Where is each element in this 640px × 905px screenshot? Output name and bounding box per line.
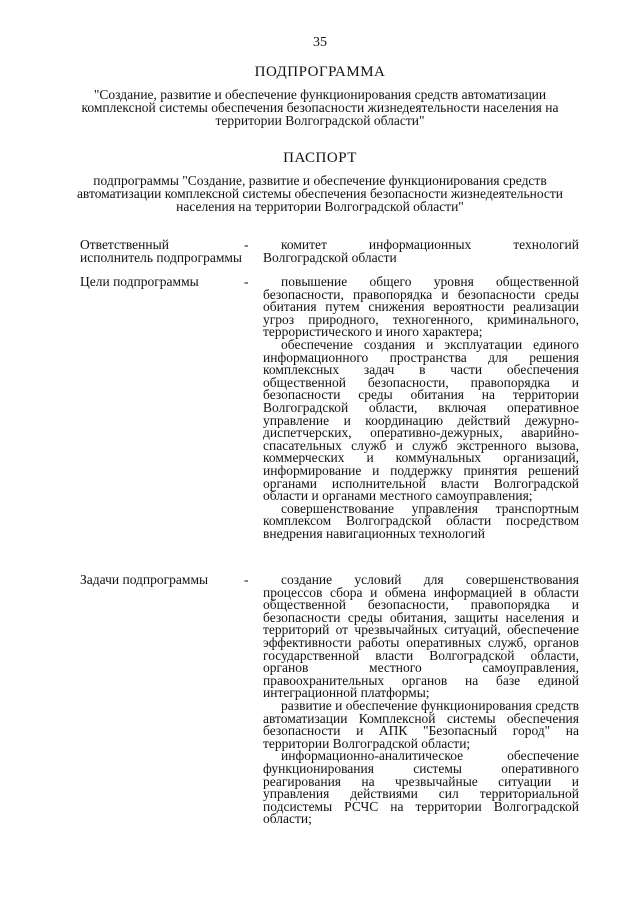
- row-paragraph: обеспечение создания и эксплуатации единого информационного пространства для решения комплексных задач в части обеспечения общественной безопасности, правопорядка и безопасности среды обитания на территории Волгоградской области, включая оперативное управление и координацию действий дежурно-диспетчерских, оперативно-дежурных, аварийно-спасательных служб и служб экстренного вызова, коммерческих и коммунальных организаций, информирование и поддержку принятия решений органами исполнительной власти Волгоградской области и органами местного самоуправления;: [263, 336, 579, 504]
- row-paragraph: создание условий для совершенствования процессов сбора и обмена информацией в области общественной безопасности, правопорядка и безопасности среды обитания, защиты населения и территорий от чрезвычайных ситуаций, обеспечение эффективности работы оперативных служб, органов государственной власти Волгоградской области, органов местного самоуправления, правоохранительных органов на базе единой интеграционной платформы;: [263, 572, 579, 701]
- row-label: Цели подпрограммы: [80, 274, 199, 289]
- row-content: [263, 276, 579, 540]
- passport-subtitle: подпрограммы "Создание, развитие и обеспечение функционирования средств автоматизации комплексной системы обеспечения безопасности жизнедеятельности населения на территории Волгоградской области": [76, 173, 564, 214]
- row-dash: -: [244, 237, 249, 252]
- row-paragraph: развитие и обеспечение функционирования средств автоматизации Комплексной системы обеспечения безопасности и АПК "Безопасный город" на территории Волгоградской области;: [263, 697, 580, 751]
- row-content: [263, 574, 579, 826]
- row-label: Ответственный исполнитель подпрограммы: [80, 237, 242, 265]
- row-paragraph: комитет информационных технологий Волгоградской области: [263, 237, 579, 265]
- row-paragraph: повышение общего уровня общественной безопасности, правопорядка и безопасности среды обитания путем снижения вероятности реализации угроз природного, техногенного, криминального, террористического и иного характера;: [263, 274, 579, 340]
- row-paragraph: информационно-аналитическое обеспечение функционирования системы оперативного реагирования на чрезвычайные ситуации и управления действиями сил территориальной подсистемы РСЧС на территории Волгоградской области;: [263, 748, 579, 827]
- row-content: [263, 239, 579, 264]
- page-number: 35: [313, 35, 327, 50]
- subprogram-heading: ПОДПРОГРАММА: [254, 64, 386, 80]
- row-dash: -: [244, 572, 249, 587]
- row-paragraph: совершенствование управления транспортным комплексом Волгоградской области посредством внедрения навигационных технологий: [263, 500, 579, 541]
- row-dash: -: [244, 274, 249, 289]
- passport-heading: ПАСПОРТ: [283, 150, 357, 166]
- subprogram-title: "Создание, развитие и обеспечение функционирования средств автоматизации комплексной системы обеспечения безопасности жизнедеятельности населения на территории Волгоградской области": [81, 87, 559, 128]
- row-label: Задачи подпрограммы: [80, 572, 209, 587]
